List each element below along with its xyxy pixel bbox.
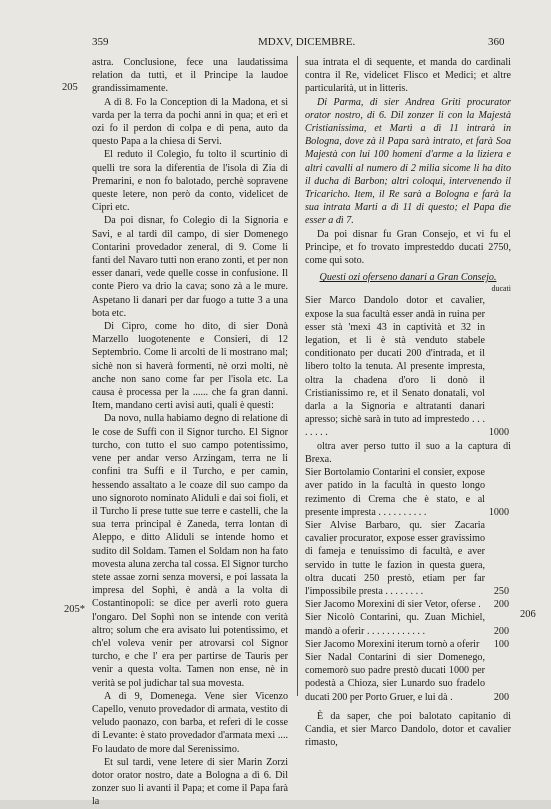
margin-number: 205 [62, 82, 78, 93]
ledger-entry [305, 638, 511, 651]
entry-amount: 100 [493, 638, 509, 650]
paragraph: Di Parma, di sier Andrea Griti procurator orator nostro, di 6. Dil zonzer li con la Majestà Cristianissima, et Martì a dì 11 intrarà in Bologna, dove zà il Papa sarà intrato, et farà Soa Majestà con lui 100 homeni d'arme a la liziera e altri cavalli al numero di 2 milia sicome li ha dito il ducha di Barbon; altri coloqui, intervenendo il Tricaricho. Item, il Re sarà a Bologna e farà la sua intrata Marti a dì 11 di questo; el Papa dìe esser a dì 7. [305, 96, 511, 227]
entry-text: Sier Jacomo Morexini iterum tornò a oferir [305, 638, 480, 650]
margin-number: 206 [520, 609, 536, 620]
entry-amount: 200 [493, 625, 509, 637]
ledger-entry [305, 611, 511, 637]
entry-amount: 250 [493, 585, 509, 597]
page-number-right: 360 [488, 36, 505, 48]
entry-note: oltra aver perso tutto il suo a la captura di Brexa. [305, 440, 511, 465]
entry-amount: 1000 [488, 506, 509, 518]
paragraph: A dì 8. Fo la Conception di la Madona, et si varda per la terra da pochi anni in qua; et eri et ozi fo il perdon di colpa e di pena, auto da questo Papa a la chiesa di Servi. [92, 96, 288, 148]
entry-amount: 200 [493, 691, 509, 703]
entry-text: Sier Jacomo Morexini di sier Vetor, oferse . [305, 599, 481, 611]
margin-number: 205* [64, 604, 85, 615]
page-number-left: 359 [92, 36, 109, 48]
paragraph: A dì 9, Domenega. Vene sier Vicenzo Capello, venuto provedador di armata, vestito di veludo paonazo, con barba, et referì di le cosse di Levante: è stato provedador d'armata mexi .... Fo laudato de more dal Serenissimo. [92, 690, 288, 755]
entry-amount: 200 [493, 599, 509, 611]
right-column [305, 56, 511, 749]
entry-text: Sier Marco Dandolo dotor et cavalier, expose la sua facultà esser andà in ruina per esser stà 'mexi 43 in captività et 32 in legation, et li è stà venduto stabele conditionato per ducati 200 d'intrada, et il libero tolto la tenuta. Al presente impresta, oltra la chadena d'oro li donò il Cristianissimo re, et il Senato donatali, vol darla a la Signoria e altratanti danari apresso; sichè sarà in tuto ad imprestedo . . . . . . . . [305, 295, 485, 439]
section-title: Questi ozi oferseno danari a Gran Consejo. [319, 272, 497, 284]
entry-text: Sier Nadal Contarini di sier Domenego, comemorò suo padre prestò ducati 1000 per podestà a Chioza, sier Lunardo suo fradelo ducati 200 per Porto Gruer, e lui dà . [305, 651, 485, 703]
paragraph: sua intrata el dì sequente, et manda do cardinali contra il Re, videlicet Flisco et Medici; et altre particularità, ut in litteris. [305, 57, 511, 95]
entry-text: Sier Nicolò Contarini, qu. Zuan Michiel, mandò a oferir . . . . . . . . . . . . [305, 612, 485, 637]
ledger-entry [305, 651, 511, 704]
paragraph: È da saper, che poi balotato capitanio di Candia, et sier Marco Dandolo, dotor et cavalier rimasto, [305, 710, 511, 749]
paragraph: astra. Conclusione, fece una laudatissima relation da tutti, et il Principe la laudoe grandissimamente. [92, 57, 288, 95]
ledger-entry [305, 598, 511, 611]
running-header: MDXV, DICEMBRE. [258, 36, 356, 48]
paragraph: Di Cipro, come ho dito, di sier Donà Marzello luogotenente e Consieri, di 12 Septembrio. Come li arcolti de li mostrano mal; sichè non si haverà formenti, nè orzi molti, nè anche non sano come far per l'isola etc. La causa è processa per la ...... che fa gran danni. Item, mandano certi avisi auti, quali è questi: [92, 321, 288, 412]
paragraph: Da novo, nulla habiamo degno di relatione di le cose de Suffi con il Signor turcho. El Signor turcho, con tutto el suo campo potentissimo, vene per andar verso Arzingam, terra ne li confini tra Suffi e il Turcho, e per camin, hessendo assaltato a le coaze dil suo campo da uno signoroto nominato Aliduli e dai soi fioli, et il Turcho li prese tutte sue terre e castelli, che la sua terra principal è Zaneda, terra lontan di Aleppo, e ditto Aliduli se intende homo et sudito dil Soldam. Tamen el Soldam non ha fato movesta aluna zercha tal cossa. El Signor turcho stete assae zorni senza moversi, e poi lassata la impresa del Sophì, è andà a la volta di Costantinopoli: se dice per averli roto guera l'ongaro. Del Sophì non se intende con verità altro; solum che era avisato lui potentissimo, et ch'el voleva venir per atrovarsi col Signor turcho, e che l' era per partirse de Tauris per venir a questa volta. Tamen non ense, nè in verità se pol judichar tal sua movesta. [92, 413, 288, 689]
entry-text: Sier Alvise Barbaro, qu. sier Zacaria cavalier procurator, expose esser gravissimo di fameja e tenuissimo di facultà, e aver servido in tutte le fazion in questa guera, oltra ducati 250 prestò, etiam per far l'impossibile presta . . . . . . . . [305, 519, 485, 597]
paragraph: Da poi disnar fu Gran Consejo, et vi fu el Principe, et fo trovato impresteddo ducati 2750, come qui soto. [305, 228, 511, 267]
entry-text: Sier Bortolamio Contarini el consier, expose aver patido in la facultà in questo longo rezimento di Crema che è stato, e al presente impresta . . . . . . . . . . [305, 467, 485, 518]
paragraph: Da poi disnar, fo Colegio di la Signoria e Savi, e al tardi dil campo, di sier Domenego Contarini provedador zeneral, di 9. Come li fanti del Navaro tutti non erano zonti, et per non esser danari, vede quelle cosse in confusione. Il conte Piero va drio la cava; sono zà a le mure. Aspetano li danari per dar fuogo a tutte 3 a una bota etc. [92, 215, 288, 319]
currency-label: ducati [491, 284, 511, 294]
ledger-entry [305, 294, 511, 439]
column-divider [297, 56, 298, 696]
ledger-entry [305, 466, 511, 519]
ledger-entry [305, 519, 511, 598]
paragraph: Et sul tardi, vene letere di sier Marin Zorzi dotor orator nostro, date a Bologna a dì 6. Dil zonzer suo li avanti il Papa; et come il Papa farà la [92, 756, 288, 808]
paragraph: El reduto il Colegio, fu tolto il scurtinio di quelli tre sora la diferentia de l'isola di Zia di Premarini, e non fo balotado, perchè sopravene queste letere, non però da conto, videlicet de Cipri etc. [92, 149, 288, 214]
left-column [92, 56, 288, 809]
entry-amount: 1000 [488, 427, 509, 439]
